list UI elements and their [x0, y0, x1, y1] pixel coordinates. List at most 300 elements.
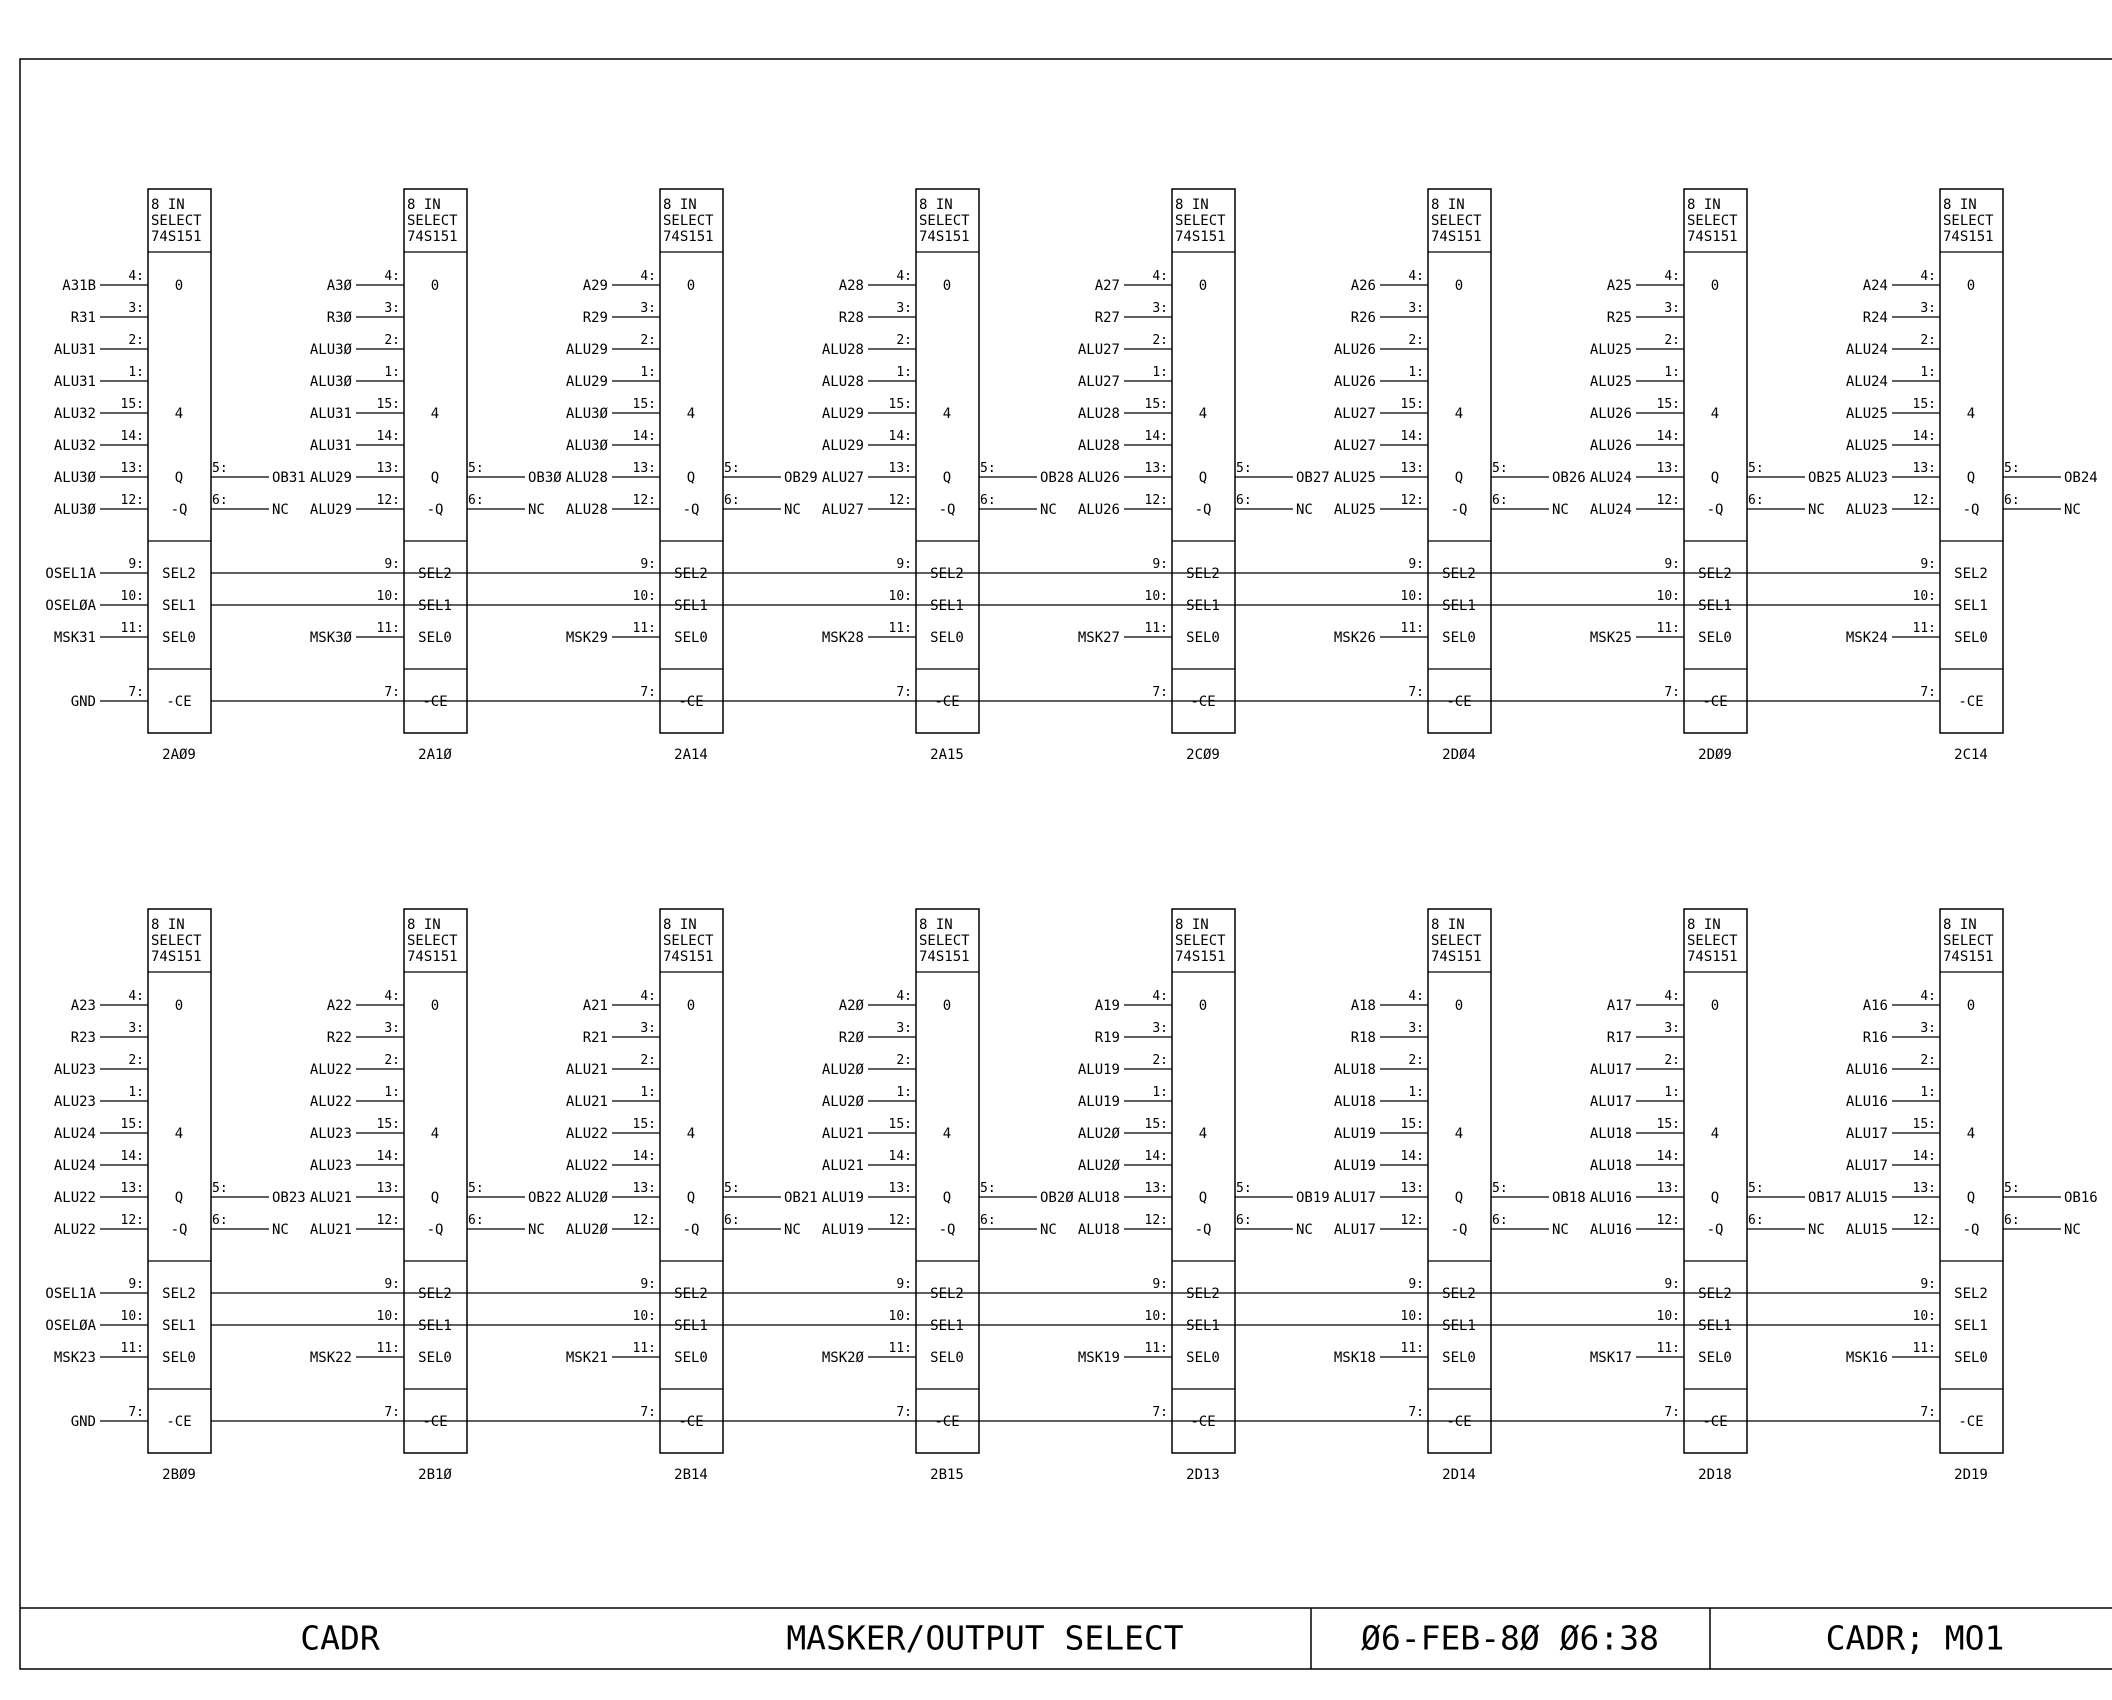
pin-number: 5: — [212, 461, 228, 476]
pin-number: 10: — [632, 589, 656, 604]
input-net: A16 — [1862, 998, 1888, 1014]
chip-header: SELECT — [1175, 213, 1226, 229]
chip-body — [916, 909, 979, 1453]
enable-label: -CE — [1702, 1414, 1728, 1430]
mux-chip — [1078, 189, 1330, 763]
pin-number: 11: — [1144, 621, 1168, 636]
input-net: ALU3Ø — [565, 438, 608, 454]
pin-number: 2: — [896, 333, 912, 348]
pin-number: 5: — [1492, 1181, 1508, 1196]
input-net: R29 — [582, 310, 608, 326]
pin-number: 13: — [1144, 461, 1168, 476]
data-label: 4 — [686, 1126, 696, 1142]
input-net: ALU23 — [53, 1062, 96, 1078]
input-net: ALU27 — [1077, 374, 1120, 390]
pin-number: 3: — [1152, 301, 1168, 316]
enable-label: -CE — [422, 694, 448, 710]
pin-number: 1: — [1664, 365, 1680, 380]
data-label: 0 — [1454, 998, 1464, 1014]
pin-number: 7: — [128, 1405, 144, 1420]
pin-number: 12: — [1144, 1213, 1168, 1228]
output-net: OB19 — [1296, 1190, 1330, 1206]
pin-number: 15: — [1400, 1117, 1424, 1132]
data-label: 0 — [430, 998, 440, 1014]
input-net: ALU15 — [1845, 1222, 1888, 1238]
output-net: OB2Ø — [1040, 1190, 1074, 1206]
input-net: ALU28 — [1077, 406, 1120, 422]
input-net: ALU24 — [53, 1126, 96, 1142]
pin-number: 14: — [1912, 429, 1936, 444]
pin-number: 15: — [1400, 397, 1424, 412]
pin-number: 3: — [128, 1021, 144, 1036]
input-net: ALU23 — [53, 1094, 96, 1110]
input-net: ALU25 — [1589, 342, 1632, 358]
input-net: ALU27 — [1333, 438, 1376, 454]
output-net: NC — [1040, 1222, 1057, 1238]
pin-number: 13: — [1400, 461, 1424, 476]
data-label: 0 — [1966, 278, 1976, 294]
input-net: ALU25 — [1845, 438, 1888, 454]
pin-number: 9: — [1920, 1277, 1936, 1292]
input-net: ALU2Ø — [565, 1190, 608, 1206]
chip-header: 74S151 — [663, 949, 714, 965]
pin-number: 2: — [640, 1053, 656, 1068]
input-net: ALU31 — [53, 374, 96, 390]
pin-number: 11: — [632, 1341, 656, 1356]
input-net: ALU21 — [821, 1158, 864, 1174]
chip-header: 8 IN — [663, 917, 697, 933]
pin-number: 5: — [724, 1181, 740, 1196]
pin-number: 3: — [1408, 1021, 1424, 1036]
chip-header: SELECT — [919, 213, 970, 229]
pin-number: 10: — [1656, 1309, 1680, 1324]
pin-number: 2: — [128, 1053, 144, 1068]
output-net: OB22 — [528, 1190, 562, 1206]
mux-chip — [1846, 189, 2098, 763]
chip-designator: 2A15 — [930, 747, 964, 763]
pin-number: 10: — [1400, 1309, 1424, 1324]
input-net: A21 — [582, 998, 608, 1014]
output-net: NC — [272, 1222, 289, 1238]
chip-body — [1428, 909, 1491, 1453]
chip-body — [404, 909, 467, 1453]
pin-number: 7: — [1664, 685, 1680, 700]
pin-number: 7: — [1664, 1405, 1680, 1420]
input-net: ALU21 — [565, 1094, 608, 1110]
data-label: 4 — [1198, 1126, 1208, 1142]
mask-net: MSK18 — [1333, 1350, 1376, 1366]
output-net: OB3Ø — [528, 470, 562, 486]
input-net: ALU25 — [1589, 374, 1632, 390]
pin-number: 3: — [1664, 301, 1680, 316]
pin-number: 15: — [120, 1117, 144, 1132]
mask-net: MSK22 — [309, 1350, 352, 1366]
select-label: SEL2 — [1954, 1286, 1988, 1302]
page-reference: CADR; MO1 — [1825, 1618, 2005, 1658]
select-net: OSELØA — [45, 1318, 96, 1334]
chip-header: 8 IN — [1687, 197, 1721, 213]
pin-number: 5: — [1748, 461, 1764, 476]
select-label: SEL0 — [1698, 630, 1732, 646]
input-net: ALU2Ø — [821, 1094, 864, 1110]
input-net: ALU19 — [1077, 1094, 1120, 1110]
sheet-title: MASKER/OUTPUT SELECT — [786, 1618, 1184, 1658]
pin-number: 9: — [640, 1277, 656, 1292]
select-label: SEL2 — [1698, 566, 1732, 582]
chip-body — [404, 189, 467, 733]
select-label: SEL0 — [418, 630, 452, 646]
data-label: -Q — [1194, 502, 1212, 518]
select-label: SEL2 — [930, 1286, 964, 1302]
input-net: ALU3Ø — [309, 342, 352, 358]
pin-number: 2: — [1664, 1053, 1680, 1068]
chip-header: 8 IN — [1687, 917, 1721, 933]
select-label: SEL2 — [1954, 566, 1988, 582]
data-label: 4 — [1198, 406, 1208, 422]
output-net: NC — [784, 1222, 801, 1238]
chip-body — [1172, 189, 1235, 733]
pin-number: 5: — [212, 1181, 228, 1196]
pin-number: 14: — [1144, 429, 1168, 444]
ground-net: GND — [70, 1414, 96, 1430]
chip-designator: 2D18 — [1698, 1467, 1732, 1483]
input-net: ALU24 — [1589, 502, 1632, 518]
pin-number: 11: — [120, 1341, 144, 1356]
pin-number: 6: — [1748, 493, 1764, 508]
pin-number: 10: — [1400, 589, 1424, 604]
pin-number: 1: — [1664, 1085, 1680, 1100]
data-label: Q — [1966, 470, 1976, 486]
pin-number: 4: — [128, 989, 144, 1004]
chip-body — [148, 909, 211, 1453]
pin-number: 5: — [1236, 461, 1252, 476]
pin-number: 7: — [1920, 685, 1936, 700]
mask-net: MSK17 — [1589, 1350, 1632, 1366]
pin-number: 2: — [1408, 1053, 1424, 1068]
circuit-area — [45, 189, 2097, 1483]
pin-number: 3: — [384, 1021, 400, 1036]
input-net: ALU23 — [1845, 502, 1888, 518]
select-label: SEL1 — [674, 1318, 708, 1334]
output-net: OB24 — [2064, 470, 2098, 486]
pin-number: 4: — [1152, 989, 1168, 1004]
mask-net: MSK26 — [1333, 630, 1376, 646]
pin-number: 14: — [1912, 1149, 1936, 1164]
pin-number: 9: — [896, 557, 912, 572]
pin-number: 4: — [384, 989, 400, 1004]
chip-header: 74S151 — [151, 949, 202, 965]
pin-number: 1: — [1920, 1085, 1936, 1100]
input-net: A31B — [62, 278, 96, 294]
output-net: OB21 — [784, 1190, 818, 1206]
data-label: Q — [174, 1190, 184, 1206]
pin-number: 11: — [1912, 621, 1936, 636]
data-label: Q — [1198, 1190, 1208, 1206]
pin-number: 4: — [1664, 269, 1680, 284]
pin-number: 14: — [1656, 429, 1680, 444]
pin-number: 5: — [2004, 1181, 2020, 1196]
pin-number: 7: — [896, 1405, 912, 1420]
pin-number: 15: — [376, 1117, 400, 1132]
pin-number: 10: — [376, 589, 400, 604]
pin-number: 9: — [1664, 557, 1680, 572]
pin-number: 7: — [640, 685, 656, 700]
pin-number: 3: — [1408, 301, 1424, 316]
chip-designator: 2A14 — [674, 747, 708, 763]
chip-header: 8 IN — [1943, 917, 1977, 933]
input-net: ALU15 — [1845, 1190, 1888, 1206]
input-net: ALU3Ø — [53, 502, 96, 518]
pin-number: 10: — [632, 1309, 656, 1324]
ground-net: GND — [70, 694, 96, 710]
output-net: NC — [272, 502, 289, 518]
select-label: SEL1 — [1954, 1318, 1988, 1334]
input-net: ALU26 — [1077, 502, 1120, 518]
pin-number: 7: — [128, 685, 144, 700]
select-label: SEL1 — [1698, 1318, 1732, 1334]
input-net: ALU19 — [1077, 1062, 1120, 1078]
input-net: ALU25 — [1845, 406, 1888, 422]
data-label: 0 — [1198, 998, 1208, 1014]
pin-number: 5: — [1748, 1181, 1764, 1196]
data-label: -Q — [682, 1222, 700, 1238]
chip-designator: 2B14 — [674, 1467, 708, 1483]
data-label: Q — [1454, 470, 1464, 486]
input-net: ALU28 — [1077, 438, 1120, 454]
select-label: SEL1 — [162, 598, 196, 614]
pin-number: 11: — [1144, 1341, 1168, 1356]
mux-chip — [1334, 189, 1586, 763]
input-net: ALU27 — [1333, 406, 1376, 422]
output-net: NC — [1808, 502, 1825, 518]
input-net: A3Ø — [326, 278, 352, 294]
pin-number: 13: — [376, 1181, 400, 1196]
chip-designator: 2C14 — [1954, 747, 1988, 763]
pin-number: 13: — [1656, 1181, 1680, 1196]
data-label: -Q — [1194, 1222, 1212, 1238]
pin-number: 10: — [888, 589, 912, 604]
chip-header: 8 IN — [1943, 197, 1977, 213]
input-net: ALU18 — [1333, 1062, 1376, 1078]
pin-number: 6: — [468, 1213, 484, 1228]
pin-number: 12: — [1656, 493, 1680, 508]
enable-label: -CE — [678, 1414, 704, 1430]
pin-number: 5: — [468, 1181, 484, 1196]
pin-number: 4: — [640, 269, 656, 284]
input-net: ALU29 — [821, 438, 864, 454]
chip-body — [1940, 909, 2003, 1453]
pin-number: 11: — [376, 621, 400, 636]
chip-header: 8 IN — [151, 917, 185, 933]
pin-number: 2: — [1152, 1053, 1168, 1068]
pin-number: 3: — [1920, 1021, 1936, 1036]
pin-number: 11: — [632, 621, 656, 636]
pin-number: 12: — [1144, 493, 1168, 508]
select-label: SEL2 — [418, 566, 452, 582]
chip-body — [1684, 909, 1747, 1453]
pin-number: 15: — [888, 1117, 912, 1132]
pin-number: 9: — [1920, 557, 1936, 572]
pin-number: 9: — [384, 557, 400, 572]
pin-number: 2: — [1664, 333, 1680, 348]
pin-number: 12: — [888, 1213, 912, 1228]
chip-header: 74S151 — [919, 229, 970, 245]
enable-label: -CE — [1958, 694, 1984, 710]
input-net: R19 — [1094, 1030, 1120, 1046]
input-net: ALU32 — [53, 438, 96, 454]
mux-chip — [310, 909, 562, 1483]
input-net: ALU19 — [821, 1222, 864, 1238]
mux-chip — [1590, 189, 1842, 763]
input-net: ALU2Ø — [565, 1222, 608, 1238]
pin-number: 4: — [384, 269, 400, 284]
chip-body — [660, 189, 723, 733]
pin-number: 6: — [1748, 1213, 1764, 1228]
pin-number: 13: — [1144, 1181, 1168, 1196]
data-label: Q — [430, 1190, 440, 1206]
chip-header: SELECT — [1943, 933, 1994, 949]
output-net: NC — [528, 502, 545, 518]
pin-number: 9: — [640, 557, 656, 572]
output-net: OB31 — [272, 470, 306, 486]
select-label: SEL0 — [930, 630, 964, 646]
chip-header: 74S151 — [919, 949, 970, 965]
select-label: SEL0 — [674, 630, 708, 646]
pin-number: 2: — [384, 1053, 400, 1068]
data-label: 0 — [686, 998, 696, 1014]
mask-net: MSK16 — [1845, 1350, 1888, 1366]
data-label: -Q — [938, 502, 956, 518]
input-net: A2Ø — [838, 998, 864, 1014]
pin-number: 7: — [1920, 1405, 1936, 1420]
select-label: SEL1 — [1442, 598, 1476, 614]
chip-designator: 2DØ4 — [1442, 747, 1476, 763]
pin-number: 4: — [1408, 269, 1424, 284]
pin-number: 9: — [1152, 557, 1168, 572]
pin-number: 13: — [376, 461, 400, 476]
input-net: ALU31 — [309, 406, 352, 422]
mux-chip — [1590, 909, 1842, 1483]
chip-body — [660, 909, 723, 1453]
data-label: -Q — [1706, 1222, 1724, 1238]
pin-number: 12: — [1656, 1213, 1680, 1228]
pin-number: 1: — [640, 365, 656, 380]
mask-net: MSK21 — [565, 1350, 608, 1366]
input-net: R18 — [1350, 1030, 1376, 1046]
input-net: A22 — [326, 998, 352, 1014]
input-net: ALU3Ø — [53, 470, 96, 486]
pin-number: 3: — [896, 301, 912, 316]
chip-header: 74S151 — [1175, 949, 1226, 965]
pin-number: 6: — [468, 493, 484, 508]
data-label: -Q — [426, 1222, 444, 1238]
input-net: ALU28 — [565, 470, 608, 486]
data-label: 0 — [1198, 278, 1208, 294]
chip-header: SELECT — [1175, 933, 1226, 949]
output-net: OB16 — [2064, 1190, 2098, 1206]
chip-designator: 2D13 — [1186, 1467, 1220, 1483]
chip-header: 8 IN — [407, 197, 441, 213]
pin-number: 7: — [384, 685, 400, 700]
pin-number: 9: — [1408, 1277, 1424, 1292]
select-label: SEL0 — [1954, 1350, 1988, 1366]
input-net: ALU17 — [1845, 1158, 1888, 1174]
select-label: SEL2 — [1698, 1286, 1732, 1302]
input-net: ALU26 — [1589, 438, 1632, 454]
input-net: ALU18 — [1077, 1190, 1120, 1206]
pin-number: 6: — [980, 493, 996, 508]
project-name: CADR — [300, 1618, 380, 1658]
data-label: -Q — [1706, 502, 1724, 518]
input-net: A18 — [1350, 998, 1376, 1014]
mux-chip — [45, 189, 305, 763]
pin-number: 13: — [1912, 461, 1936, 476]
output-net: OB26 — [1552, 470, 1586, 486]
chip-header: SELECT — [407, 213, 458, 229]
input-net: ALU23 — [309, 1126, 352, 1142]
input-net: ALU23 — [309, 1158, 352, 1174]
output-net: NC — [1040, 502, 1057, 518]
pin-number: 4: — [1920, 269, 1936, 284]
chip-header: SELECT — [919, 933, 970, 949]
select-net: OSELØA — [45, 598, 96, 614]
select-label: SEL2 — [1442, 566, 1476, 582]
input-net: ALU26 — [1589, 406, 1632, 422]
pin-number: 6: — [724, 1213, 740, 1228]
pin-number: 14: — [120, 1149, 144, 1164]
select-label: SEL2 — [1186, 566, 1220, 582]
chip-designator: 2B15 — [930, 1467, 964, 1483]
data-label: 0 — [942, 998, 952, 1014]
output-net: NC — [1808, 1222, 1825, 1238]
pin-number: 14: — [1656, 1149, 1680, 1164]
input-net: ALU22 — [309, 1094, 352, 1110]
input-net: ALU27 — [821, 470, 864, 486]
chip-header: 8 IN — [151, 197, 185, 213]
select-label: SEL1 — [1186, 598, 1220, 614]
pin-number: 7: — [1152, 685, 1168, 700]
pin-number: 11: — [888, 621, 912, 636]
pin-number: 15: — [1656, 1117, 1680, 1132]
pin-number: 1: — [1408, 365, 1424, 380]
data-label: 4 — [430, 406, 440, 422]
pin-number: 12: — [376, 1213, 400, 1228]
pin-number: 4: — [1920, 989, 1936, 1004]
mux-chip — [45, 909, 305, 1483]
select-label: SEL1 — [1698, 598, 1732, 614]
select-label: SEL2 — [674, 1286, 708, 1302]
mask-net: MSK29 — [565, 630, 608, 646]
pin-number: 1: — [1408, 1085, 1424, 1100]
pin-number: 6: — [980, 1213, 996, 1228]
enable-label: -CE — [678, 694, 704, 710]
pin-number: 14: — [1400, 1149, 1424, 1164]
pin-number: 2: — [1920, 1053, 1936, 1068]
enable-label: -CE — [1190, 694, 1216, 710]
chip-header: 8 IN — [1431, 917, 1465, 933]
data-label: 0 — [174, 278, 184, 294]
input-net: ALU21 — [309, 1190, 352, 1206]
input-net: ALU16 — [1845, 1094, 1888, 1110]
pin-number: 6: — [2004, 493, 2020, 508]
pin-number: 6: — [724, 493, 740, 508]
input-net: ALU29 — [309, 470, 352, 486]
pin-number: 2: — [128, 333, 144, 348]
pin-number: 9: — [128, 557, 144, 572]
input-net: ALU29 — [565, 342, 608, 358]
chip-header: 8 IN — [1431, 197, 1465, 213]
select-label: SEL0 — [674, 1350, 708, 1366]
